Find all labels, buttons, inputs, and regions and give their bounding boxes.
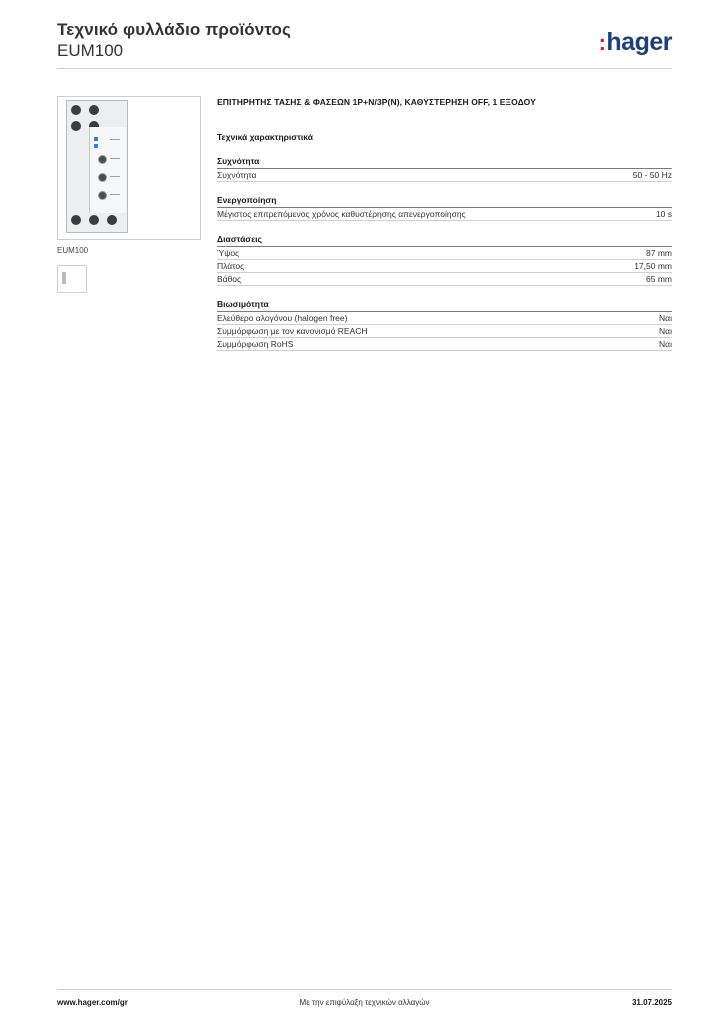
adjust-knob-icon bbox=[98, 191, 107, 200]
image-caption: EUM100 bbox=[57, 246, 89, 255]
spec-row bbox=[217, 247, 672, 260]
spec-group-title: Διαστάσεις bbox=[217, 234, 672, 247]
spec-label: Πλάτος bbox=[217, 261, 245, 271]
logo-text: hager bbox=[606, 28, 672, 56]
spec-value: 17,50 mm bbox=[634, 261, 672, 271]
spec-row bbox=[217, 325, 672, 338]
logo-dots: : bbox=[598, 30, 606, 55]
spec-value: 87 mm bbox=[646, 248, 672, 258]
footer-divider bbox=[57, 989, 672, 990]
terminal-screw-icon bbox=[89, 215, 99, 225]
product-code: EUM100 bbox=[57, 41, 124, 60]
thumbnail-device-icon bbox=[62, 272, 66, 284]
document-date: 31.07.2025 bbox=[631, 998, 672, 1007]
status-led-icon bbox=[94, 144, 98, 148]
spec-label: Βάθος bbox=[217, 274, 242, 284]
page-header bbox=[57, 20, 672, 61]
spec-value: Ναι bbox=[659, 339, 672, 349]
section-title: Τεχνικά χαρακτηριστικά bbox=[217, 132, 313, 142]
website-link[interactable]: www.hager.com/gr bbox=[57, 998, 128, 1007]
spec-label: Συμμόρφωση με τον κανονισμό REACH bbox=[217, 326, 368, 336]
terminal-screw-icon bbox=[71, 215, 81, 225]
spec-row bbox=[217, 312, 672, 325]
document-title: Τεχνικό φυλλάδιο προϊόντος bbox=[57, 20, 291, 39]
device-front-panel bbox=[89, 127, 126, 213]
spec-group-title: Συχνότητα bbox=[217, 156, 672, 169]
spec-group-dimensions bbox=[217, 234, 672, 286]
terminal-screw-icon bbox=[71, 121, 81, 131]
hager-logo bbox=[599, 28, 672, 57]
disclaimer: Με την επιφύλαξη τεχνικών αλλαγών bbox=[299, 998, 430, 1007]
spec-label: Ύψος bbox=[217, 248, 240, 258]
product-media bbox=[57, 96, 201, 293]
spec-row bbox=[217, 260, 672, 273]
spec-value: 50 - 50 Hz bbox=[632, 170, 672, 180]
spec-value: 10 s bbox=[655, 209, 672, 219]
spec-label: Συχνότητα bbox=[217, 170, 257, 180]
product-heading: ΕΠΙΤΗΡΗΤΗΣ ΤΑΣΗΣ & ΦΑΣΕΩΝ 1Ρ+Ν/3Ρ(Ν), ΚΑΘΥΣΤΕΡΗΣΗ OFF, 1 ΕΞΟΔΟΥ bbox=[217, 97, 536, 107]
adjust-knob-icon bbox=[98, 173, 107, 182]
product-image bbox=[57, 96, 201, 240]
spec-group-sustainability bbox=[217, 299, 672, 351]
spec-label: Ελεύθερο αλογόνου (halogen free) bbox=[217, 313, 348, 323]
spec-label: Μέγιστος επιτρεπόμενος χρόνος καθυστέρησης απενεργοποίησης bbox=[217, 209, 466, 219]
spec-label: Συμμόρφωση RoHS bbox=[217, 339, 294, 349]
spec-group-activation bbox=[217, 195, 672, 221]
spec-row bbox=[217, 338, 672, 351]
spec-row bbox=[217, 273, 672, 286]
spec-group-frequency bbox=[217, 156, 672, 182]
spec-group-title: Βιωσιμότητα bbox=[217, 299, 672, 312]
relay-device-illustration bbox=[66, 100, 128, 233]
terminal-screw-icon bbox=[107, 215, 117, 225]
status-led-icon bbox=[94, 137, 98, 141]
terminal-screw-icon bbox=[71, 105, 81, 115]
spec-group-title: Ενεργοποίηση bbox=[217, 195, 672, 208]
spec-value: Ναι bbox=[659, 313, 672, 323]
spec-value: 65 mm bbox=[646, 274, 672, 284]
spec-value: Ναι bbox=[659, 326, 672, 336]
product-thumbnail[interactable] bbox=[57, 265, 87, 293]
specifications bbox=[217, 97, 672, 351]
terminal-screw-icon bbox=[89, 105, 99, 115]
adjust-knob-icon bbox=[98, 155, 107, 164]
spec-row bbox=[217, 169, 672, 182]
spec-row bbox=[217, 208, 672, 221]
header-divider bbox=[57, 68, 672, 69]
